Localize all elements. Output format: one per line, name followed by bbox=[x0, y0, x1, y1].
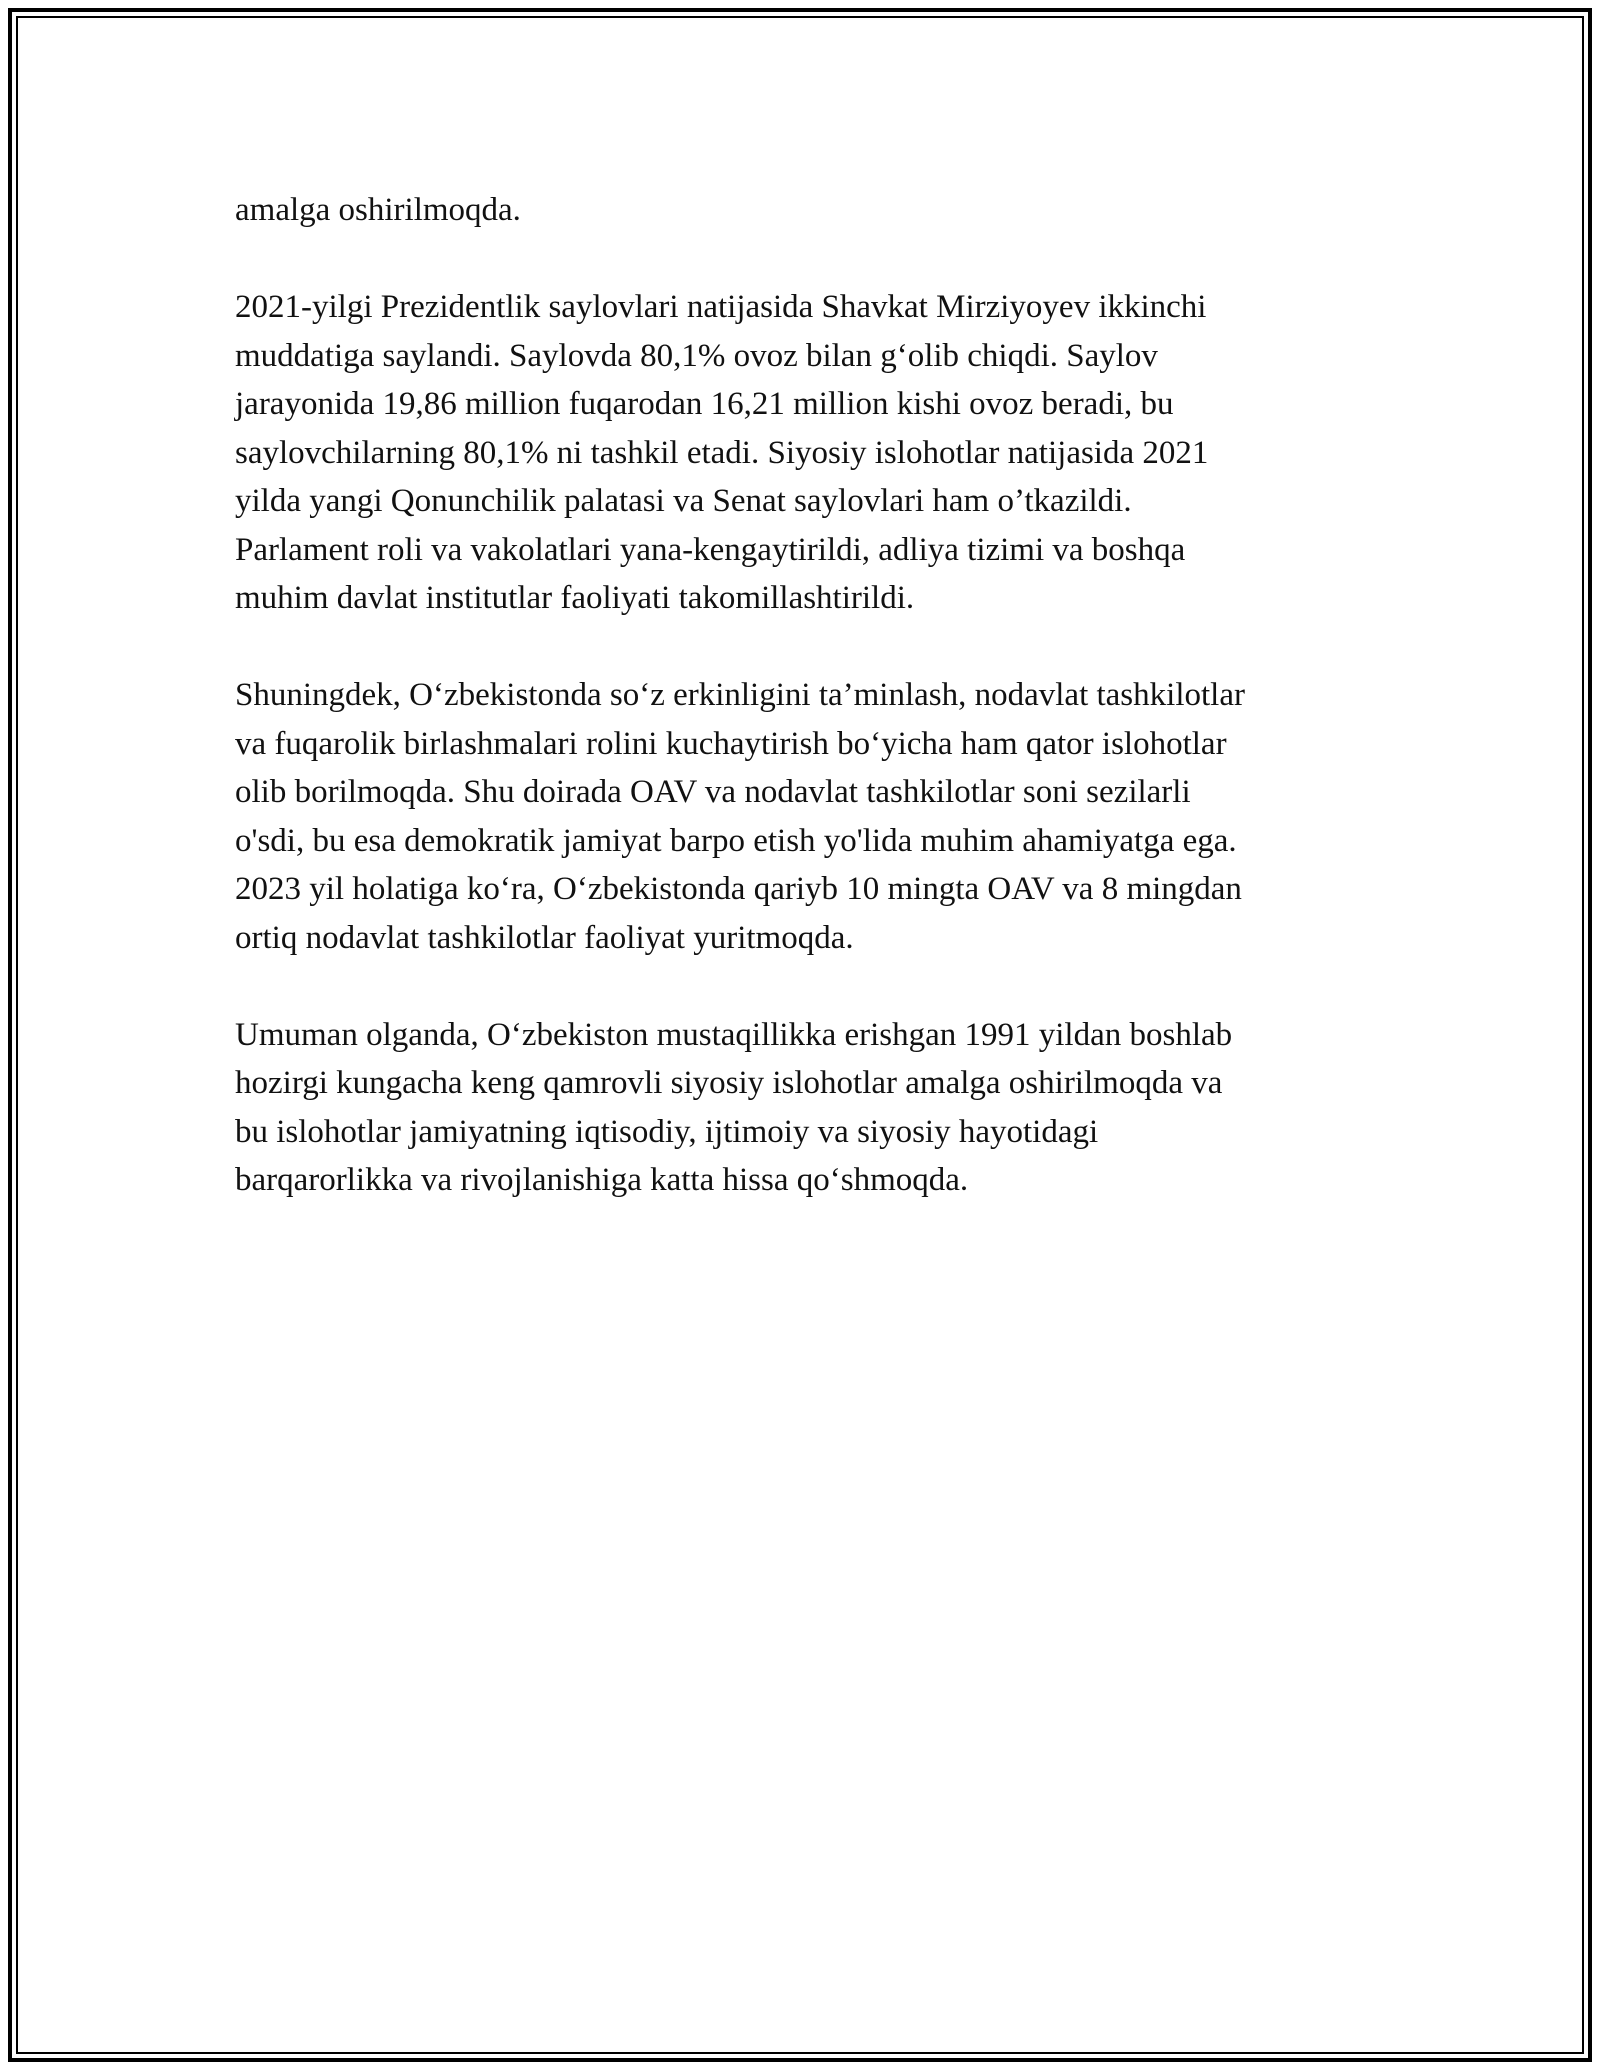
paragraph-3 bbox=[235, 671, 1385, 962]
text-line: yilda yangi Qonunchilik palatasi va Senat saylovlari ham o’tkazildi. bbox=[235, 483, 1132, 519]
text-line: va fuqarolik birlashmalari rolini kuchaytirish bo‘yicha ham qator islohotlar bbox=[235, 725, 1227, 762]
text-line: Shuningdek, O‘zbekistonda so‘z erkinligini ta’minlash, nodavlat tashkilotlar bbox=[235, 677, 1245, 713]
text-line: Umuman olganda, O‘zbekiston mustaqillikka erishgan 1991 yildan boshlab bbox=[235, 1016, 1233, 1053]
text-line: o'sdi, bu esa demokratik jamiyat barpo etish yo'lida muhim ahamiyatga ega. bbox=[235, 822, 1237, 859]
text-line: muddatiga saylandi. Saylovda 80,1% ovoz bilan g‘olib chiqdi. Saylov bbox=[235, 337, 1158, 374]
text-line: muhim davlat institutlar faoliyati takomillashtirildi. bbox=[235, 580, 915, 616]
text-line: jarayonida 19,86 million fuqarodan 16,21 million kishi ovoz beradi, bu bbox=[235, 386, 1174, 422]
text-line: amalga oshirilmoqda. bbox=[235, 192, 521, 228]
paragraph-4 bbox=[235, 1011, 1385, 1205]
text-line: hozirgi kungacha keng qamrovli siyosiy islohotlar amalga oshirilmoqda va bbox=[235, 1065, 1223, 1101]
text-line: saylovchilarning 80,1% ni tashkil etadi. Siyosiy islohotlar natijasida 2021 bbox=[235, 434, 1209, 471]
text-line: ortiq nodavlat tashkilotlar faoliyat yuritmoqda. bbox=[235, 919, 854, 956]
text-line: barqarorlikka va rivojlanishiga katta hissa qo‘shmoqda. bbox=[235, 1162, 969, 1198]
paragraph-1 bbox=[235, 186, 1385, 235]
paragraph-2 bbox=[235, 283, 1385, 623]
text-line: olib borilmoqda. Shu doirada OAV va nodavlat tashkilotlar soni sezilarli bbox=[235, 774, 1191, 810]
text-line: 2023 yil holatiga ko‘ra, O‘zbekistonda qariyb 10 mingta OAV va 8 mingdan bbox=[235, 871, 1242, 907]
document-body bbox=[235, 186, 1385, 1253]
text-line: Parlament roli va vakolatlari yana-kengaytirildi, adliya tizimi va boshqa bbox=[235, 531, 1186, 568]
text-line: 2021-yilgi Prezidentlik saylovlari natijasida Shavkat Mirziyoyev ikkinchi bbox=[235, 289, 1207, 325]
text-line: bu islohotlar jamiyatning iqtisodiy, ijtimoiy va siyosiy hayotidagi bbox=[235, 1113, 1099, 1150]
